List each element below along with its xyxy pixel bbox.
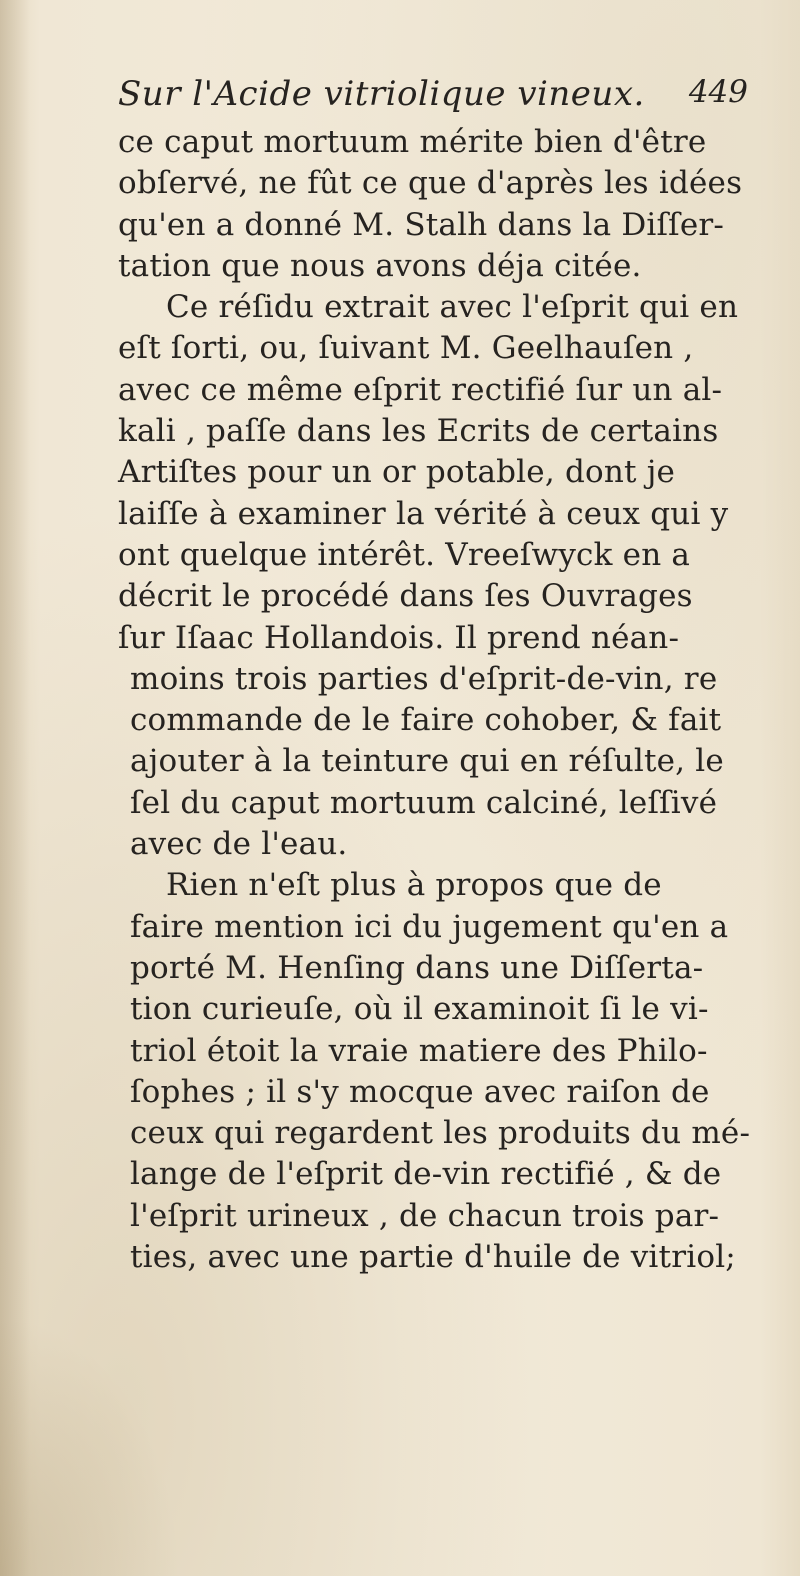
text-line: ceux qui regardent les produits du mé- — [130, 1115, 751, 1152]
text-line: ajouter à la teinture qui en réſulte, le — [130, 743, 724, 780]
text-line: kali , paſſe dans les Ecrits de certains — [118, 413, 719, 450]
text-line: ſophes ; il s'y mocque avec raiſon de — [130, 1073, 710, 1110]
body-text — [118, 122, 758, 1278]
text-line: avec ce même eſprit rectifié ſur un al- — [118, 371, 723, 408]
text-line: ſel du caput mortuum calciné, leſſivé — [130, 784, 718, 821]
page-number: 449 — [688, 74, 748, 110]
text-line: qu'en a donné M. Stalh dans la Diſſer- — [118, 206, 725, 243]
paper-stain — [0, 1316, 180, 1576]
text-line: tation que nous avons déja citée. — [118, 247, 642, 284]
text-line: avec de l'eau. — [130, 826, 348, 863]
paragraph-start-line: Rien n'eſt plus à propos que de — [166, 867, 662, 904]
text-line: moins trois parties d'eſprit-de-vin, re — [130, 660, 718, 697]
text-line: Artiſtes pour un or potable, dont je — [118, 454, 676, 491]
text-line: obſervé, ne fût ce que d'après les idées — [118, 165, 743, 202]
text-line: triol étoit la vraie matiere des Philo- — [130, 1032, 708, 1069]
running-title: Sur l'Acide vitriolique vineux. — [118, 74, 645, 114]
text-line: lange de l'eſprit de-vin rectifié , & de — [130, 1156, 722, 1193]
text-line: ont quelque intérêt. Vreeſwyck en a — [118, 536, 691, 573]
text-line: l'eſprit urineux , de chacun trois par- — [130, 1197, 720, 1234]
paragraph-start-line: Ce réſidu extrait avec l'eſprit qui en — [166, 289, 739, 326]
text-line: ties, avec une partie d'huile de vitriol; — [130, 1239, 736, 1276]
page-header — [118, 68, 748, 120]
text-line: faire mention ici du jugement qu'en a — [130, 908, 729, 945]
text-line: commande de le faire cohober, & fait — [130, 702, 722, 739]
text-line: eſt ſorti, ou, ſuivant M. Geelhauſen , — [118, 330, 694, 367]
text-line: porté M. Henſing dans une Diſſerta- — [130, 949, 704, 986]
text-line: laiſſe à examiner la vérité à ceux qui y — [118, 495, 729, 532]
text-line: ce caput mortuum mérite bien d'être — [118, 124, 707, 160]
text-line: décrit le procédé dans ſes Ouvrages — [118, 578, 693, 615]
text-line: ſur Iſaac Hollandois. Il prend néan- — [118, 619, 680, 656]
text-line: tion curieuſe, où il examinoit ſi le vi- — [130, 991, 709, 1028]
